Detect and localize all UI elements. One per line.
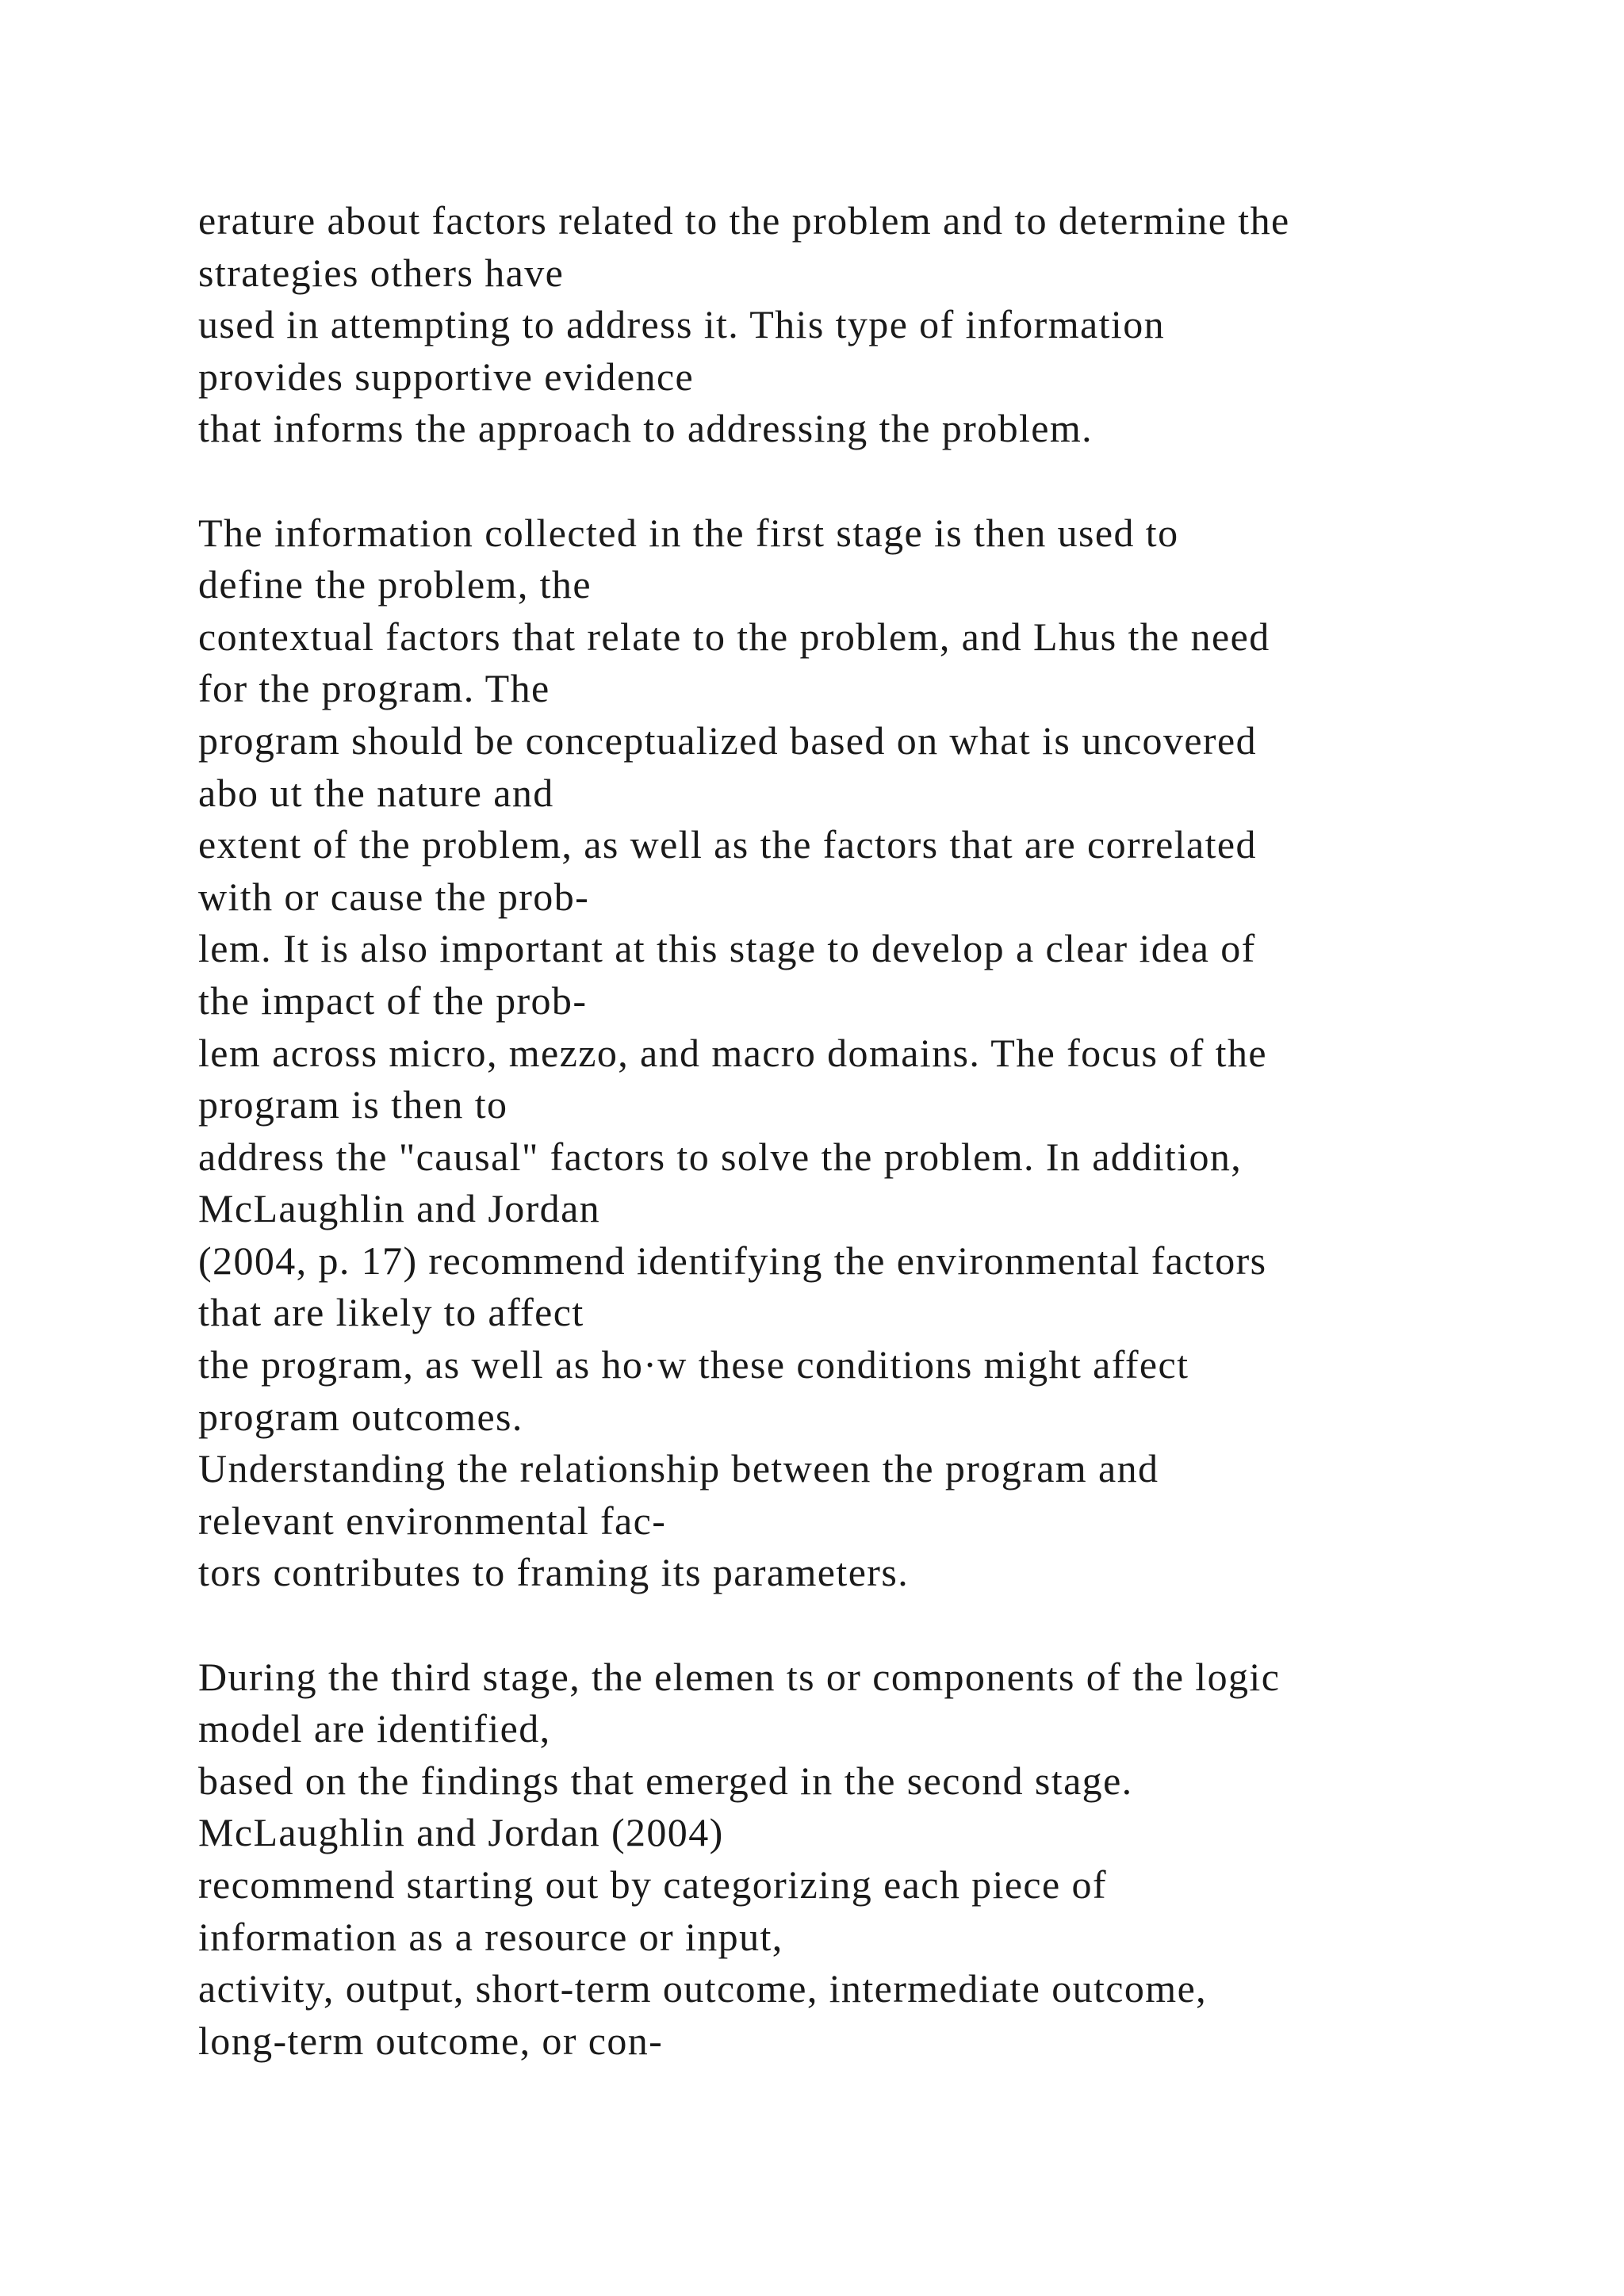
- text-line: program should be conceptualized based on what is uncovered: [198, 718, 1257, 763]
- text-line: (2004, p. 17) recommend identifying the environmental factors: [198, 1238, 1267, 1283]
- text-line: activity, output, short-term outcome, intermediate outcome,: [198, 1966, 1208, 2011]
- text-line: with or cause the prob-: [198, 874, 590, 919]
- text-line: based on the findings that emerged in the second stage.: [198, 1758, 1133, 1803]
- text-line: relevant environmental fac-: [198, 1498, 667, 1543]
- text-line: define the problem, the: [198, 562, 592, 607]
- text-line: provides supportive evidence: [198, 354, 695, 399]
- paragraph-spacer: [198, 455, 1610, 507]
- text-line: long-term outcome, or con-: [198, 2018, 664, 2063]
- text-line: for the program. The: [198, 666, 550, 711]
- text-line: recommend starting out by categorizing each piece of: [198, 1862, 1107, 1907]
- text-line: extent of the problem, as well as the factors that are correlated: [198, 822, 1257, 867]
- text-line: address the "causal" factors to solve the problem. In addition,: [198, 1134, 1243, 1179]
- paragraph-1: [198, 195, 1610, 455]
- paragraph-3: [198, 1651, 1610, 2068]
- text-line: Understanding the relationship between the program and: [198, 1446, 1159, 1491]
- text-line: that informs the approach to addressing the problem.: [198, 406, 1094, 451]
- text-line: McLaughlin and Jordan (2004): [198, 1810, 724, 1855]
- paragraph-2: [198, 507, 1610, 1599]
- text-line: tors contributes to framing its parameters.: [198, 1550, 910, 1595]
- text-line: contextual factors that relate to the problem, and Lhus the need: [198, 614, 1270, 659]
- body-text: [198, 195, 1610, 2067]
- text-line: McLaughlin and Jordan: [198, 1186, 601, 1231]
- text-line: that are likely to affect: [198, 1290, 584, 1335]
- text-line: erature about factors related to the problem and to determine the: [198, 198, 1290, 243]
- text-line: model are identified,: [198, 1706, 551, 1751]
- text-line: program outcomes.: [198, 1394, 523, 1439]
- text-line: program is then to: [198, 1082, 508, 1127]
- text-line: the impact of the prob-: [198, 978, 588, 1023]
- text-line: information as a resource or input,: [198, 1914, 783, 1959]
- text-line: abo ut the nature and: [198, 770, 554, 815]
- text-line: the program, as well as ho·w these conditions might affect: [198, 1342, 1189, 1387]
- text-line: During the third stage, the elemen ts or components of the logic: [198, 1654, 1281, 1699]
- text-line: lem. It is also important at this stage to develop a clear idea of: [198, 926, 1256, 971]
- text-line: used in attempting to address it. This type of information: [198, 302, 1165, 347]
- text-line: strategies others have: [198, 250, 565, 295]
- text-line: lem across micro, mezzo, and macro domains. The focus of the: [198, 1030, 1267, 1075]
- paragraph-spacer: [198, 1599, 1610, 1651]
- text-line: The information collected in the first stage is then used to: [198, 510, 1179, 555]
